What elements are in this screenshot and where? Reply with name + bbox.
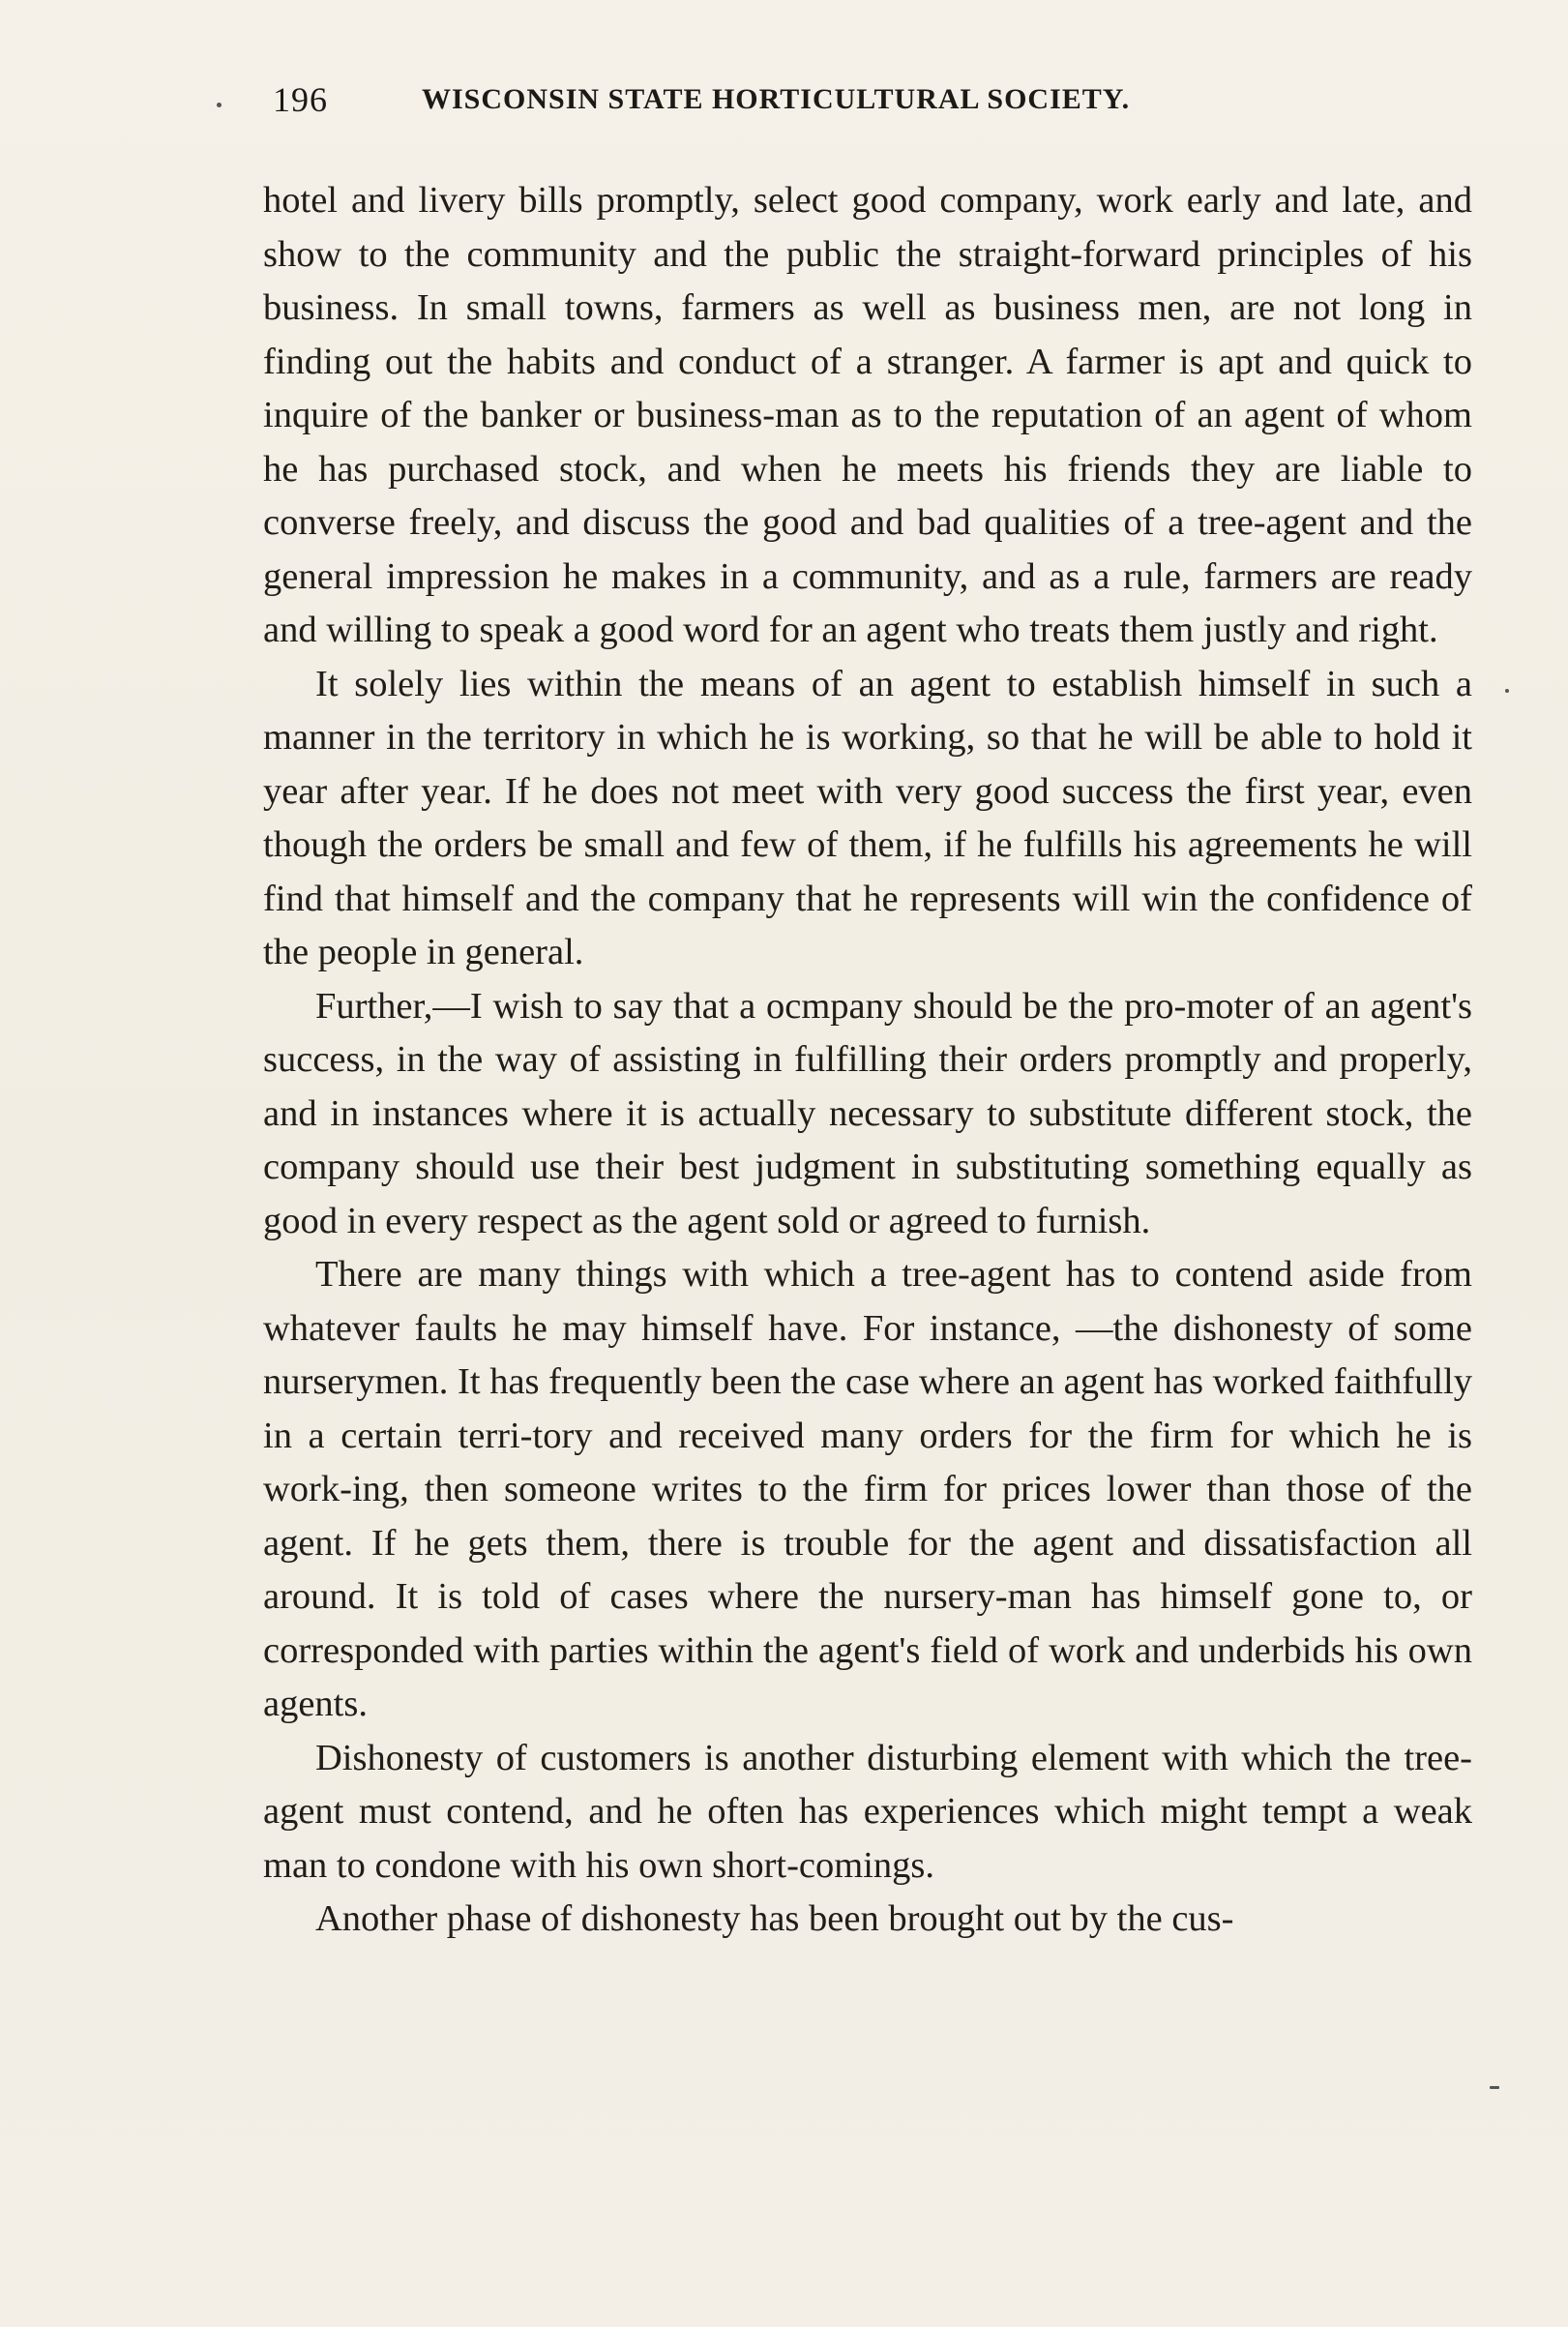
paragraph: Further,—I wish to say that a ocmpany should be the pro-moter of an agent's success, in the way of assisting in fulfilling their orders promptly and properly, and in instances where it is actually necessary to substitute different stock, the company should use their best judgment in substituting something equally as good in every respect as the agent sold or agreed to furnish. <box>263 985 1472 1241</box>
print-speck <box>1505 689 1509 693</box>
print-speck <box>1490 2086 1499 2089</box>
page-header <box>263 79 1327 128</box>
running-title: WISCONSIN STATE HORTICULTURAL SOCIETY. <box>422 83 1131 115</box>
paragraph: It solely lies within the means of an agent to establish himself in such a manner in the territory in which he is working, so that he will be able to hold it year after year. If he does not meet with very good success the first year, even though the orders be small and few of them, if he fulfills his agreements he will find that himself and the company that he represents will win the confidence of the people in general. <box>263 663 1472 972</box>
body-text <box>263 174 1472 1947</box>
print-speck <box>217 103 222 107</box>
page-number: 196 <box>273 80 328 119</box>
paragraph: Dishonesty of customers is another disturbing element with which the tree-agent must contend, and he often has experiences which might tempt a weak man to condone with his own short-comings. <box>263 1737 1472 1886</box>
paragraph: There are many things with which a tree-agent has to contend aside from whatever faults he may himself have. For instance, —the dishonesty of some nurserymen. It has frequently been the case where an agent has worked faithfully in a certain terri-tory and received many orders for the firm for which he is work-ing, then someone writes to the firm for prices lower than those of the agent. If he gets them, there is trouble for the agent and dissatisfaction all around. It is told of cases where the nursery-man has himself gone to, or corresponded with parties within the agent's field of work and underbids his own agents. <box>263 1254 1472 1724</box>
paragraph-continuation: hotel and livery bills promptly, select good company, work early and late, and show to the community and the public the straight-forward principles of his business. In small towns, farmers as well as business men, are not long in finding out the habits and conduct of a stranger. A farmer is apt and quick to inquire of the banker or business-man as to the reputation of an agent of whom he has purchased stock, and when he meets his friends they are liable to converse freely, and discuss the good and bad qualities of a tree-agent and the general impression he makes in a community, and as a rule, farmers are ready and willing to speak a good word for an agent who treats them justly and right. <box>263 180 1472 650</box>
paragraph: Another phase of dishonesty has been brought out by the cus- <box>315 1898 1234 1939</box>
